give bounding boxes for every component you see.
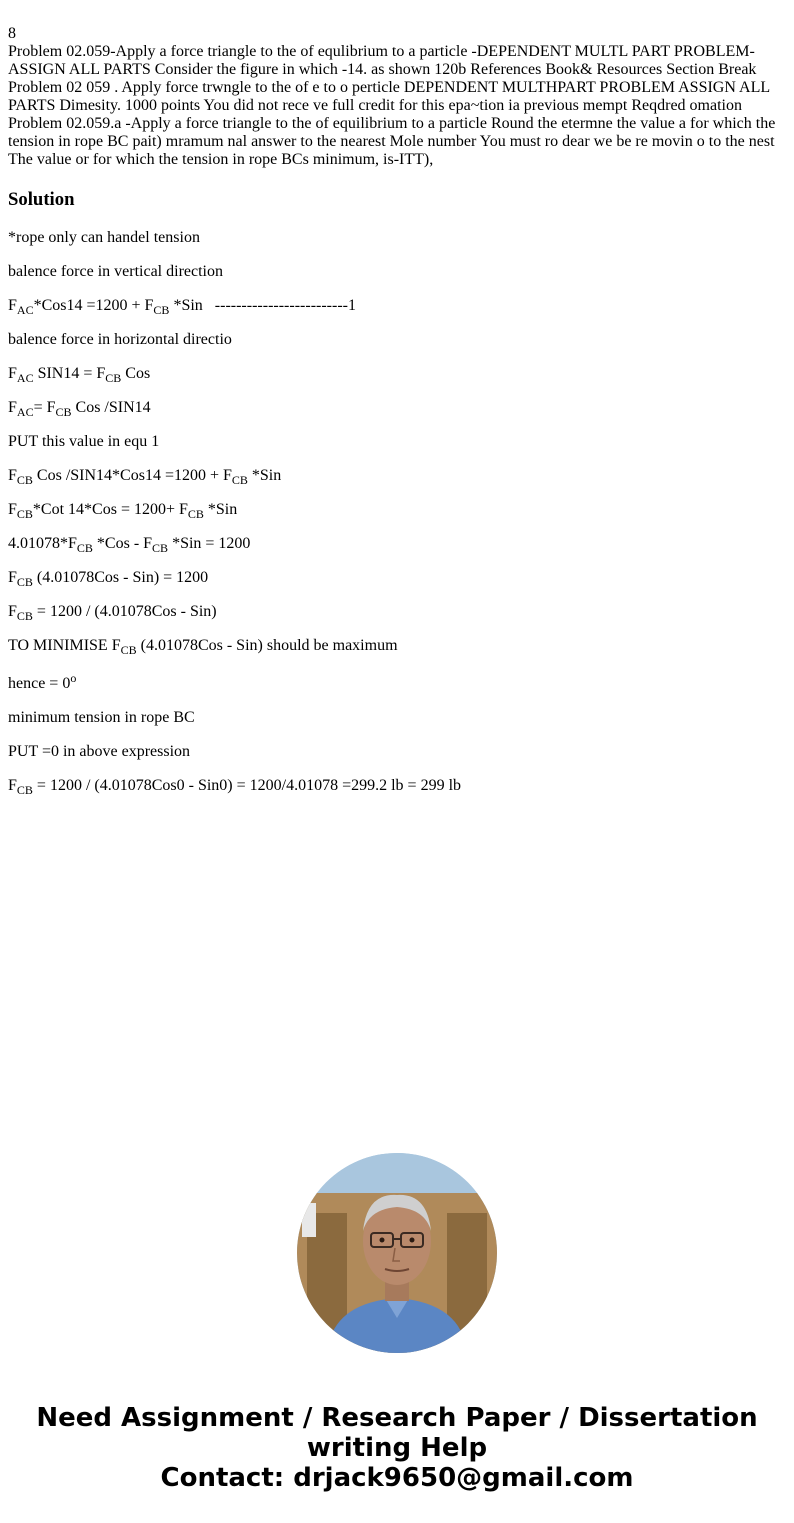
solution-heading: Solution xyxy=(8,189,75,210)
equation-line: $F_{CB} = 1200 / (4.01078Cos0 - Sin0) = 1200/4.01078 =299.2$ lb = 299 lb xyxy=(8,777,462,797)
equation-line: $F_{AC}$ $SIN14 = F_{CB}$ Cos xyxy=(8,365,151,385)
equation-line: $F_{AC}= F_{CB}$ Cos /SIN14 xyxy=(8,399,151,419)
author-avatar xyxy=(297,1153,497,1353)
question-text: Problem 02.059-Apply a force triangle to the of equlibrium to a particle -DEPENDENT MULTL PART PROBLEM-ASSIGN ALL PARTS Consider the figure in which -14. as shown 120b References Book& Resources Section Break Problem 02 059 . Apply force trwngle to the of e to o perticle DEPENDENT MULTHPART PROBLEM ASSIGN ALL PARTS Dimesity. 1000 points You did not rece ve full credit for this epa~tion ia previous mempt Reqdred omation Problem 02.059.a -Apply a force triangle to the of equilibrium to a particle Round the etermne the value a for which the tension in rope BC pait) mramum nal answer to the nearest Mole number You must ro dear we be re movin o to the nest The value or for which the tension in rope BCs minimum, is-ITT), xyxy=(8,43,776,168)
solution-line: minimum tension in rope BC xyxy=(8,709,195,726)
document-body xyxy=(8,25,786,811)
footer-line: Need Assignment / Research Paper / Dissertation xyxy=(36,1403,758,1433)
question-block xyxy=(8,25,786,169)
equation-line: $F_{CB}$ Cos $/SIN14*Cos14 =1200 + F_{CB}$ *Sin xyxy=(8,467,282,487)
author-photo-icon xyxy=(297,1153,497,1353)
contact-email: Contact: drjack9650@gmail.com xyxy=(160,1463,634,1493)
solution-steps xyxy=(8,229,786,795)
solution-line: *rope only can handel tension xyxy=(8,229,200,246)
equation-line: hence = $0^o$ xyxy=(8,671,77,692)
question-number: 8 xyxy=(8,25,16,42)
footer-line: writing Help xyxy=(306,1433,488,1463)
equation-line: $F_{AC}*Cos14 =1200 + F_{CB}$ *Sin -------------------------1 xyxy=(8,297,356,317)
solution-line: balence force in horizontal directio xyxy=(8,331,232,348)
solution-line: PUT =0 in above expression xyxy=(8,743,191,760)
solution-line: balence force in vertical direction xyxy=(8,263,223,280)
equation-line: $F_{CB}*Cot$ $14*Cos = 1200+ F_{CB}$ *Sin xyxy=(8,501,238,521)
solution-line: PUT this value in equ 1 xyxy=(8,433,160,450)
equation-line: $F_{CB} = 1200 / (4.01078Cos - Sin)$ xyxy=(8,603,217,623)
equation-line: TO MINIMISE $F_{CB}$ (4.01078Cos - Sin) should be maximum xyxy=(8,637,398,657)
equation-line: $F_{CB}$ (4.01078Cos - Sin) = 1200 xyxy=(8,569,209,589)
promo-footer xyxy=(0,1403,794,1493)
equation-line: $4.01078*F_{CB}$ $*Cos - F_{CB}$ *Sin = 1200 xyxy=(8,535,251,555)
